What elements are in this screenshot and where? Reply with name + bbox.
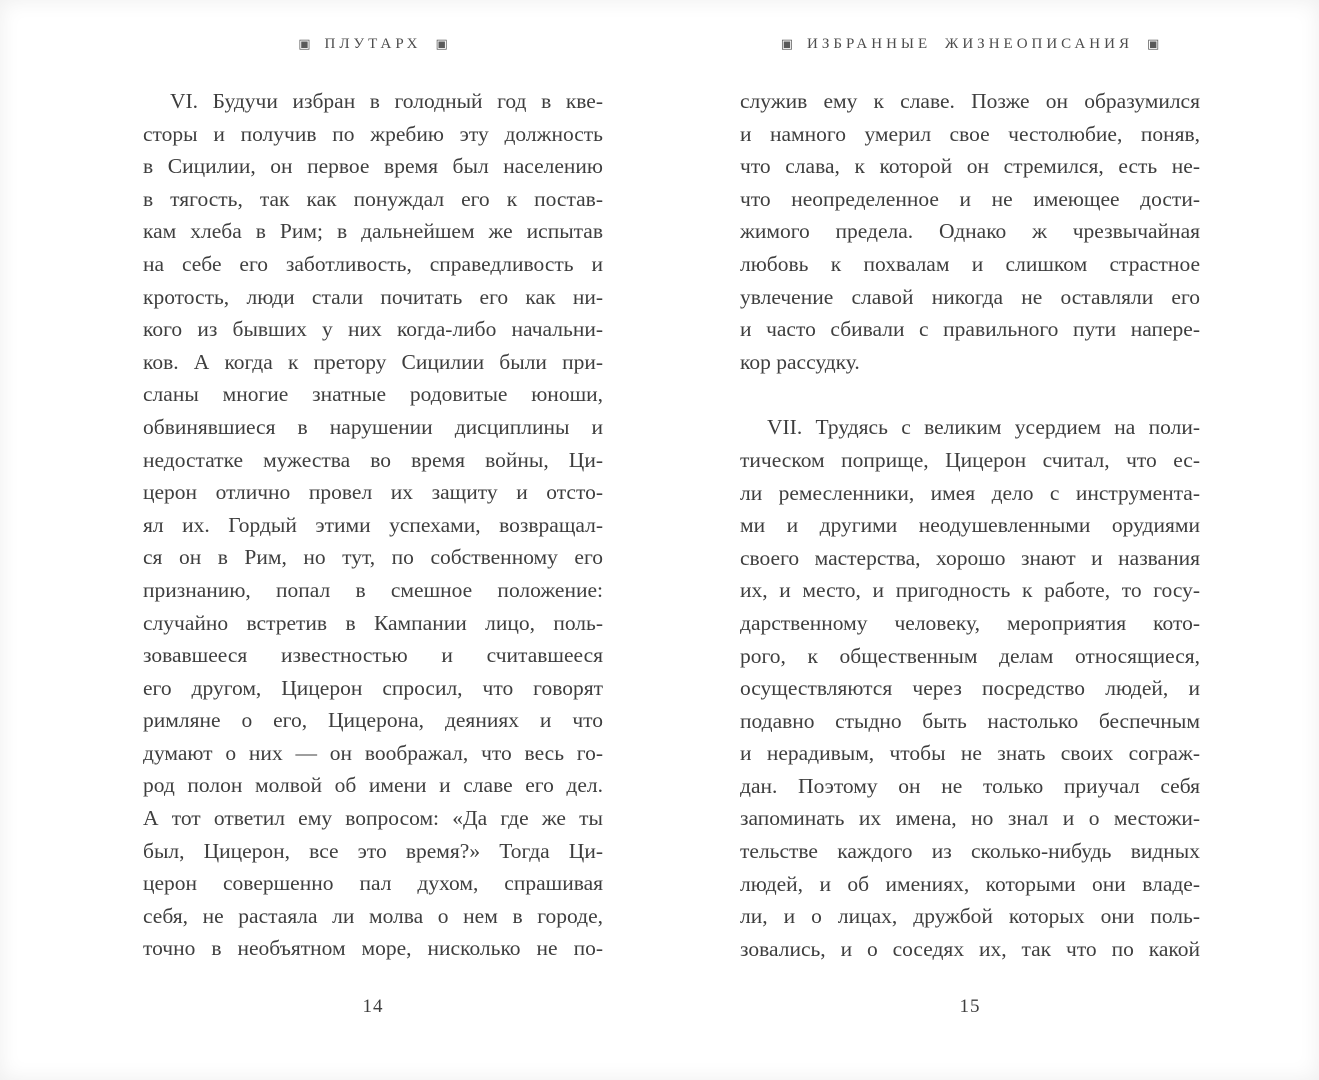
text-line: увлечение славой никогда не оставляли его xyxy=(740,284,1200,309)
ornament-icon: ▣ xyxy=(1146,36,1160,51)
text-line: и часто сбивали с правильного пути напере- xyxy=(740,317,1200,342)
text-line: его другом, Цицерон спросил, что говорят xyxy=(143,675,603,700)
text-line: запоминать их имена, но знал и о местожи- xyxy=(740,806,1200,831)
text-line: ми и другими неодушевленными орудиями xyxy=(740,513,1200,538)
text-line: зовались, и о соседях их, так что по какой xyxy=(740,936,1200,961)
running-header-title: ПЛУТАРХ xyxy=(324,36,422,52)
text-line: сторы и получив по жребию эту должность xyxy=(143,121,603,146)
text-line: сланы многие знатные родовитые юноши, xyxy=(143,382,603,407)
text-line: ли ремесленники, имея дело с инструмента- xyxy=(740,480,1200,505)
text-line: тическом поприще, Цицерон считал, что ес- xyxy=(740,447,1200,472)
text-line: жимого предела. Однако ж чрезвычайная xyxy=(740,219,1200,244)
text-line: род полон молвой об имени и славе его дел. xyxy=(143,773,603,798)
text-line: ли, и о лицах, дружбой которых они поль- xyxy=(740,904,1200,929)
text-line: VII. Трудясь с великим усердием на поли- xyxy=(767,415,1200,440)
text-line: был, Цицерон, все это время?» Тогда Ци- xyxy=(143,838,603,863)
text-line: осуществляются через посредство людей, и xyxy=(740,676,1200,701)
ornament-icon: ▣ xyxy=(435,36,448,51)
text-line: обвинявшиеся в нарушении дисциплины и xyxy=(143,414,603,439)
text-line: недостатке мужества во время войны, Ци- xyxy=(143,447,603,472)
text-line: кор рассудку. xyxy=(740,349,860,374)
text-line: служив ему к славе. Позже он образумился xyxy=(740,89,1200,113)
text-line: А тот ответил ему вопросом: «Да где же ты xyxy=(143,806,603,831)
text-line: и нерадивым, чтобы не знать своих сограж- xyxy=(740,741,1200,766)
text-line: что неопределенное и не имеющее дости- xyxy=(740,186,1200,211)
text-line: думают о них — он воображал, что весь го- xyxy=(143,740,603,765)
page-text xyxy=(143,85,603,965)
text-line: рого, к общественным делам относящиеся, xyxy=(740,643,1200,668)
text-line: подавно стыдно быть настолько беспечным xyxy=(740,708,1200,733)
text-line: дан. Поэтому он не только приучал себя xyxy=(740,773,1200,798)
text-line: римляне о его, Цицерона, деяниях и что xyxy=(143,708,603,733)
page-left xyxy=(143,0,603,1080)
text-line: признанию, попал в смешное положение: xyxy=(143,577,603,602)
text-line: случайно встретив в Кампании лицо, поль- xyxy=(143,610,603,635)
text-line: кам хлеба в Рим; в дальнейшем же испытав xyxy=(143,219,603,244)
paragraph xyxy=(143,85,603,965)
text-line: ков. А когда к претору Сицилии были при- xyxy=(143,349,603,374)
text-line: любовь к похвалам и слишком страстное xyxy=(740,251,1200,276)
text-line: кого из бывших у них когда-либо начальни- xyxy=(143,317,603,342)
text-line: в тягость, так как понуждал его к постав- xyxy=(143,186,603,211)
text-line: в Сицилии, он первое время был населению xyxy=(143,154,603,179)
text-line: людей, и об имениях, которыми они владе- xyxy=(740,871,1200,896)
text-line: их, и место, и пригодность к работе, то госу- xyxy=(740,578,1200,603)
page-right xyxy=(740,0,1200,1080)
page-number: 15 xyxy=(959,996,981,1017)
paragraph xyxy=(740,85,1200,378)
text-line: себя, не растаяла ли молва о нем в городе, xyxy=(143,903,603,928)
text-line: зовавшееся известностью и считавшееся xyxy=(143,643,603,668)
text-line: своего мастерства, хорошо знают и названия xyxy=(740,545,1200,570)
text-line: дарственному человеку, мероприятия кото- xyxy=(740,610,1200,635)
text-line: VI. Будучи избран в голодный год в кве- xyxy=(170,89,603,113)
running-header xyxy=(143,36,603,53)
paragraph xyxy=(740,411,1200,965)
ornament-icon: ▣ xyxy=(780,36,794,51)
text-line: церон совершенно пал духом, спрашивая xyxy=(143,871,603,896)
text-line: на себе его заботливость, справедливость и xyxy=(143,251,603,276)
ornament-icon: ▣ xyxy=(298,36,311,51)
page-text xyxy=(740,85,1200,965)
text-line: ся он в Рим, но тут, по собственному его xyxy=(143,545,603,570)
page-number: 14 xyxy=(362,996,384,1017)
text-line: ял их. Гордый этими успехами, возвращал- xyxy=(143,512,603,537)
text-line: церон отлично провел их защиту и отсто- xyxy=(143,480,603,505)
text-line: тельстве каждого из сколько-нибудь видных xyxy=(740,839,1200,864)
text-line: кротость, люди стали почитать его как ни- xyxy=(143,284,603,309)
text-line: что слава, к которой он стремился, есть не- xyxy=(740,154,1200,179)
running-header-title: ИЗБРАННЫЕ ЖИЗНЕОПИСАНИЯ xyxy=(807,36,1133,52)
text-line: точно в необъятном море, нисколько не по- xyxy=(143,936,603,961)
running-header xyxy=(740,36,1200,53)
text-line: и намного умерил свое честолюбие, поняв, xyxy=(740,121,1200,146)
